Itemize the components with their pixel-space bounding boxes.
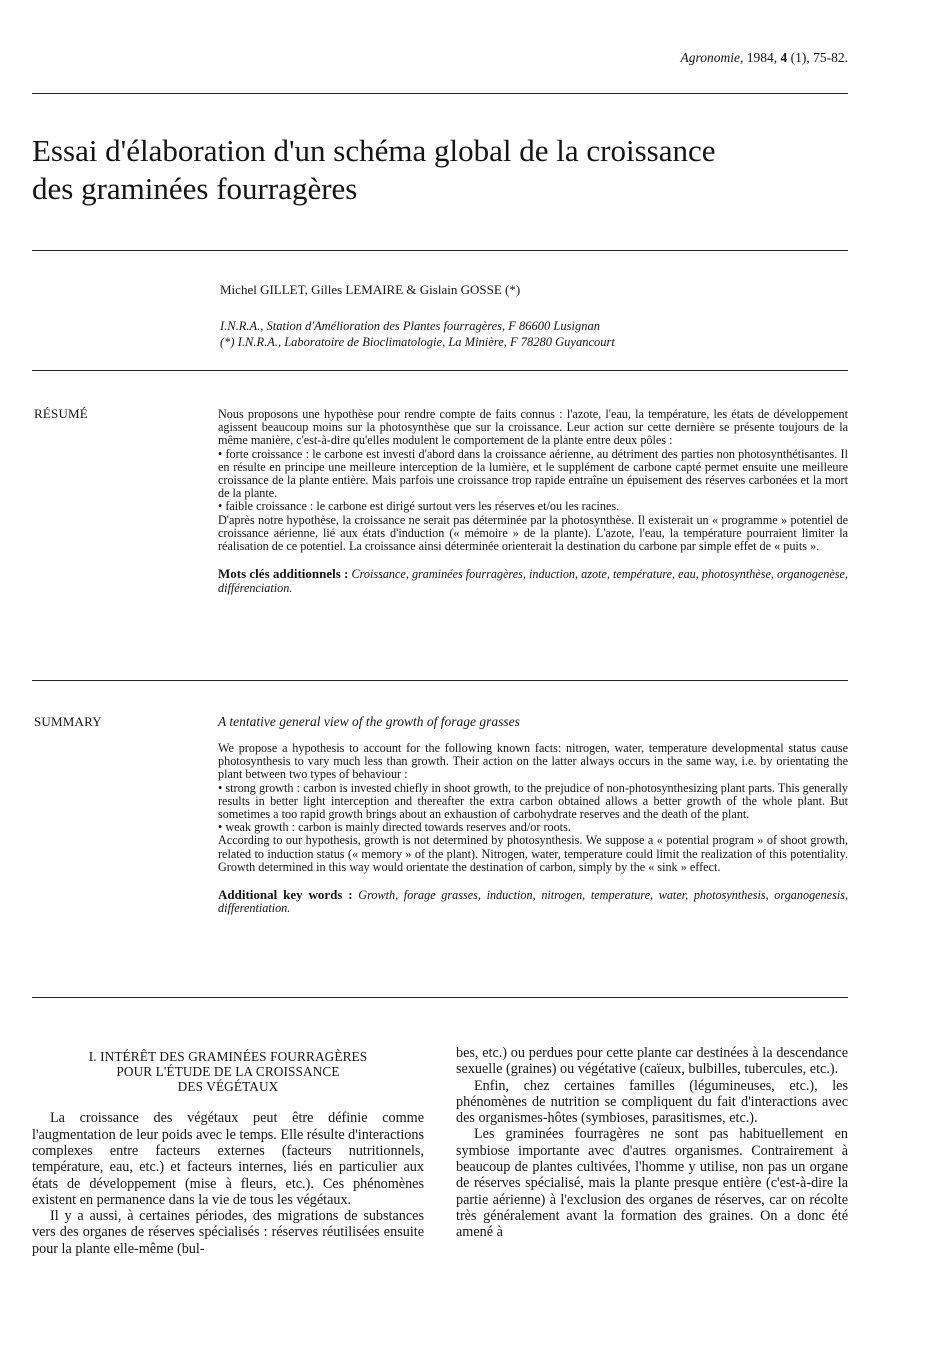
journal-citation <box>560 50 848 66</box>
title-line-2: des graminées fourragères <box>32 171 358 206</box>
authors: Michel GILLET, Gilles LEMAIRE & Gislain GOSSE (*) <box>220 282 521 297</box>
resume-paragraph: • forte croissance : le carbone est investi d'abord dans la croissance aérienne, au détriment des parties non photosynthétisantes. Il en résulte en principe une meilleure interception de la lumière, et le supplément de carbone capté permet ensuite une meilleure croissance de la plante entière. Mais parfois une croissance trop rapide entraîne un épuisement des réserves carbonées et la mort de la plante. <box>218 446 848 501</box>
summary-paragraph: We propose a hypothesis to account for the following known facts: nitrogen, water, temperature developmental status cause photosynthesis to vary much less than growth. Their action on the latter always occurs in the same way, i.e. by orientating the plant between two types of behaviour : <box>218 741 848 782</box>
body-paragraph: Enfin, chez certaines familles (légumineuses, etc.), les phénomènes de nutrition se compliquent du fait d'interactions avec des organismes-hôtes (symbioses, parasitismes, etc.). <box>456 1077 848 1127</box>
summary-rule <box>32 997 848 998</box>
body-right-column <box>456 1045 848 1241</box>
summary-paragraph: • strong growth : carbon is invested chiefly in shoot growth, to the prejudice of non-photosynthesizing plant parts. This generally results in better light interception and thereafter the extra carbon obtained allows a better growth of the whole plant. But sometimes a too rapid growth brings about an exhaustion of carbohydrate reserves and the death of the plant. <box>218 780 848 822</box>
affiliation-2: (*) I.N.R.A., Laboratoire de Bioclimatologie, La Minière, F 78280 Guyancourt <box>220 335 615 349</box>
body-paragraph: bes, etc.) ou perdues pour cette plante car destinées à la descendance sexuelle (graines) ou végétative (caïeux, bulbilles, tubercules, etc.). <box>456 1045 848 1078</box>
summary-paragraph: • weak growth : carbon is mainly directed towards reserves and/or roots. <box>218 820 571 835</box>
section-heading-line: I. INTÉRÊT DES GRAMINÉES FOURRAGÈRES <box>88 1049 368 1064</box>
resume-paragraph: Nous proposons une hypothèse pour rendre compte de faits connus : l'azote, l'eau, la température, les états de développement agissent beaucoup moins sur la photosynthèse que sur la croissance. Leur action sur cette dernière se présente toujours de la même manière, c'est-à-dire qu'elles modulent le comportement de la plante entre deux pôles : <box>218 407 848 448</box>
affiliation-1: I.N.R.A., Station d'Amélioration des Plantes fourragères, F 86600 Lusignan <box>220 319 600 333</box>
summary-keywords <box>218 888 848 916</box>
journal-volume: 4 <box>780 50 788 65</box>
summary-paragraph: According to our hypothesis, growth is not determined by photosynthesis. We suppose a « potential program » of shoot growth, related to induction status (« memory » of the plant). Nitrogen, water, temperature could limit the realization of this potentiality. Growth determined in this way would orientate the destination of carbon, simply by the « sink » effect. <box>218 833 848 874</box>
journal-name: Agronomie, <box>680 50 744 65</box>
summary-keywords-label: Additional key words : <box>218 887 353 903</box>
section-1-heading <box>32 1050 424 1094</box>
summary-title: A tentative general view of the growth of forage grasses <box>218 714 520 729</box>
summary-body <box>218 742 848 916</box>
title-line-1: Essai d'élaboration d'un schéma global de la croissance <box>32 133 716 168</box>
summary-label: SUMMARY <box>34 714 102 729</box>
summary-keywords-text: Growth, forage grasses, induction, nitrogen, temperature, water, photosynthesis, organogenesis, differentiation. <box>218 888 848 916</box>
resume-rule <box>32 680 848 681</box>
resume-keywords-label: Mots clés additionnels : <box>218 566 349 582</box>
resume-keywords <box>218 567 848 595</box>
title-rule <box>32 250 848 251</box>
resume-label: RÉSUMÉ <box>34 406 88 421</box>
body-paragraph: Les graminées fourragères ne sont pas habituellement en symbiose importante avec d'autres organismes. Contrairement à beaucoup de plantes cultivées, l'homme y utilise, non pas un organe de réserves spécialisé, mais la plante presque entière (c'est-à-dire la partie aérienne) à l'exclusion des organes de réserves, car on récolte très généralement avant la formation des graines. On a donc été amené à <box>456 1126 848 1241</box>
section-heading-line: POUR L'ÉTUDE DE LA CROISSANCE <box>116 1063 340 1079</box>
article-title <box>32 132 862 208</box>
affiliations <box>220 318 615 350</box>
body-left-column <box>32 1050 424 1257</box>
header-rule <box>32 93 848 94</box>
authors-rule <box>32 370 848 371</box>
resume-body <box>218 408 848 595</box>
resume-keywords-text: Croissance, graminées fourragères, induction, azote, température, eau, photosynthèse, organogenèse, différenciation. <box>218 567 848 595</box>
body-paragraph: La croissance des végétaux peut être définie comme l'augmentation de leur poids avec le temps. Elle résulte d'interactions complexes entre facteurs externes (facteurs nutritionnels, température, eau, etc.) et facteurs internes, liés en particulier aux états de développement (mise à fleurs, etc.). Ces phénomènes existent en permanence dans la vie de tous les végétaux. <box>32 1110 424 1208</box>
body-paragraph: Il y a aussi, à certaines périodes, des migrations de substances vers des organes de réserves spécialisés : réserves réutilisées ensuite pour la plante elle-même (bul- <box>32 1208 424 1257</box>
journal-year: 1984, <box>743 50 781 65</box>
resume-paragraph: D'après notre hypothèse, la croissance ne serait pas déterminée par la photosynthèse. Il existerait un « programme » potentiel de croissance aérienne, lié aux états d'induction (« mémoire » de la plante). L'azote, l'eau, la température pourraient limiter la réalisation de ce potentiel. La croissance ainsi déterminée orienterait la destination du carbone par simple effet de « puits ». <box>218 512 848 554</box>
journal-issue-pages: (1), 75-82. <box>787 50 848 65</box>
section-heading-line: DES VÉGÉTAUX <box>177 1078 279 1094</box>
resume-paragraph: • faible croissance : le carbone est dirigé surtout vers les réserves et/ou les racines. <box>218 499 620 514</box>
